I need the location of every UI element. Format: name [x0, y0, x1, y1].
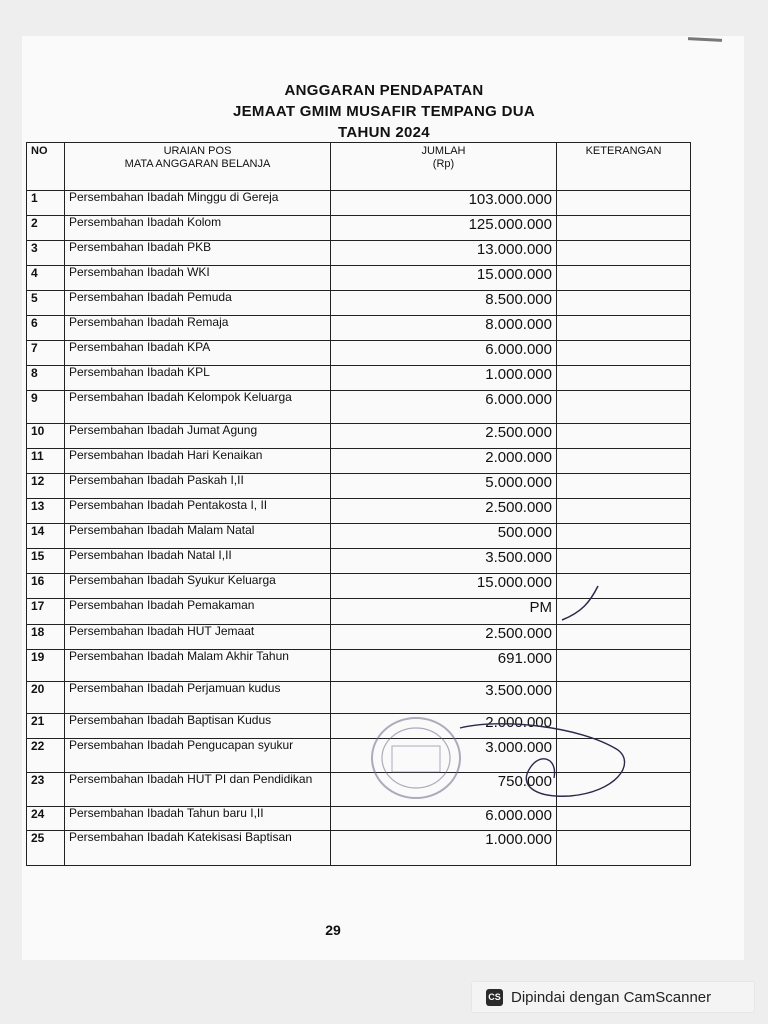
camscanner-text: Dipindai dengan CamScanner [511, 988, 712, 1006]
row-keterangan [557, 831, 691, 866]
table-row [27, 474, 691, 499]
col-header-uraian-line1: URAIAN POS [163, 145, 232, 157]
row-description: Persembahan Ibadah Paskah I,II [65, 474, 331, 499]
row-no: 8 [27, 366, 65, 391]
table-row [27, 241, 691, 266]
col-header-no: NO [27, 143, 65, 191]
row-no: 5 [27, 291, 65, 316]
row-amount: 6.000.000 [331, 341, 557, 366]
row-keterangan [557, 341, 691, 366]
row-keterangan [557, 316, 691, 341]
row-keterangan [557, 191, 691, 216]
row-keterangan [557, 524, 691, 549]
row-amount: 750.000 [331, 773, 557, 807]
row-no: 13 [27, 499, 65, 524]
row-description: Persembahan Ibadah Hari Kenaikan [65, 449, 331, 474]
row-description: Persembahan Ibadah HUT PI dan Pendidikan [65, 773, 331, 807]
row-no: 14 [27, 524, 65, 549]
table-row [27, 291, 691, 316]
row-no: 6 [27, 316, 65, 341]
row-description: Persembahan Ibadah Tahun baru I,II [65, 807, 331, 831]
row-keterangan [557, 449, 691, 474]
row-description: Persembahan Ibadah Syukur Keluarga [65, 574, 331, 599]
camscanner-icon: CS [486, 989, 503, 1006]
row-description: Persembahan Ibadah Minggu di Gereja [65, 191, 331, 216]
row-no: 17 [27, 599, 65, 625]
row-description: Persembahan Ibadah Pemakaman [65, 599, 331, 625]
row-description: Persembahan Ibadah Pengucapan syukur [65, 739, 331, 773]
page-number: 29 [325, 922, 341, 938]
row-keterangan [557, 499, 691, 524]
row-amount: 8.000.000 [331, 316, 557, 341]
table-row [27, 831, 691, 866]
row-amount: 15.000.000 [331, 574, 557, 599]
row-amount: 3.500.000 [331, 682, 557, 714]
row-amount: 2.500.000 [331, 424, 557, 449]
row-description: Persembahan Ibadah Pemuda [65, 291, 331, 316]
row-description: Persembahan Ibadah Perjamuan kudus [65, 682, 331, 714]
row-no: 11 [27, 449, 65, 474]
row-keterangan [557, 474, 691, 499]
row-description: Persembahan Ibadah Katekisasi Baptisan [65, 831, 331, 866]
row-amount: 3.000.000 [331, 739, 557, 773]
row-description: Persembahan Ibadah Kelompok Keluarga [65, 391, 331, 424]
row-no: 3 [27, 241, 65, 266]
doc-title-line3: TAHUN 2024 [338, 124, 430, 141]
row-no: 15 [27, 549, 65, 574]
doc-title-line2: JEMAAT GMIM MUSAFIR TEMPANG DUA [232, 103, 536, 120]
row-amount: 15.000.000 [331, 266, 557, 291]
row-keterangan [557, 266, 691, 291]
row-keterangan [557, 291, 691, 316]
table-header-row [27, 143, 691, 191]
row-keterangan [557, 366, 691, 391]
col-header-uraian [65, 143, 331, 191]
row-no: 20 [27, 682, 65, 714]
camscanner-watermark [472, 982, 754, 1012]
col-header-jumlah-line1: JUMLAH [421, 145, 466, 157]
table-row [27, 391, 691, 424]
row-description: Persembahan Ibadah Jumat Agung [65, 424, 331, 449]
row-no: 16 [27, 574, 65, 599]
col-header-uraian-line2: MATA ANGGARAN BELANJA [124, 158, 271, 170]
table-row [27, 341, 691, 366]
row-no: 21 [27, 714, 65, 739]
row-no: 2 [27, 216, 65, 241]
row-description: Persembahan Ibadah Pentakosta I, II [65, 499, 331, 524]
col-header-jumlah-line2: (Rp) [432, 158, 455, 170]
row-amount: 8.500.000 [331, 291, 557, 316]
row-amount: 5.000.000 [331, 474, 557, 499]
table-row [27, 366, 691, 391]
row-description: Persembahan Ibadah KPA [65, 341, 331, 366]
table-row [27, 449, 691, 474]
row-no: 24 [27, 807, 65, 831]
row-keterangan [557, 391, 691, 424]
row-description: Persembahan Ibadah Baptisan Kudus [65, 714, 331, 739]
col-header-jumlah [331, 143, 557, 191]
row-amount: 1.000.000 [331, 831, 557, 866]
table-row [27, 549, 691, 574]
row-keterangan [557, 549, 691, 574]
table-row [27, 424, 691, 449]
row-amount: 2.000.000 [331, 714, 557, 739]
row-description: Persembahan Ibadah Malam Akhir Tahun [65, 650, 331, 682]
row-no: 19 [27, 650, 65, 682]
row-no: 1 [27, 191, 65, 216]
row-amount: 2.500.000 [331, 499, 557, 524]
row-description: Persembahan Ibadah Remaja [65, 316, 331, 341]
table-row [27, 316, 691, 341]
row-keterangan [557, 216, 691, 241]
row-amount: 125.000.000 [331, 216, 557, 241]
col-header-keterangan: KETERANGAN [557, 143, 691, 191]
handwritten-signature [440, 582, 640, 812]
row-amount: 1.000.000 [331, 366, 557, 391]
table-row [27, 191, 691, 216]
row-amount: 6.000.000 [331, 807, 557, 831]
row-no: 18 [27, 625, 65, 650]
row-no: 4 [27, 266, 65, 291]
row-description: Persembahan Ibadah HUT Jemaat [65, 625, 331, 650]
row-description: Persembahan Ibadah KPL [65, 366, 331, 391]
row-description: Persembahan Ibadah Kolom [65, 216, 331, 241]
row-amount: 13.000.000 [331, 241, 557, 266]
row-description: Persembahan Ibadah PKB [65, 241, 331, 266]
table-row [27, 216, 691, 241]
row-no: 7 [27, 341, 65, 366]
row-no: 12 [27, 474, 65, 499]
row-no: 25 [27, 831, 65, 866]
doc-title-line1: ANGGARAN PENDAPATAN [284, 82, 484, 99]
row-keterangan [557, 424, 691, 449]
row-amount: 6.000.000 [331, 391, 557, 424]
row-description: Persembahan Ibadah Malam Natal [65, 524, 331, 549]
row-keterangan [557, 241, 691, 266]
row-no: 10 [27, 424, 65, 449]
row-no: 22 [27, 739, 65, 773]
row-amount: PM [331, 599, 557, 625]
row-amount: 691.000 [331, 650, 557, 682]
row-amount: 103.000.000 [331, 191, 557, 216]
table-row [27, 524, 691, 549]
row-amount: 2.000.000 [331, 449, 557, 474]
row-description: Persembahan Ibadah WKI [65, 266, 331, 291]
row-no: 9 [27, 391, 65, 424]
row-amount: 500.000 [331, 524, 557, 549]
row-no: 23 [27, 773, 65, 807]
table-row [27, 499, 691, 524]
row-amount: 2.500.000 [331, 625, 557, 650]
row-amount: 3.500.000 [331, 549, 557, 574]
row-description: Persembahan Ibadah Natal I,II [65, 549, 331, 574]
table-row [27, 266, 691, 291]
